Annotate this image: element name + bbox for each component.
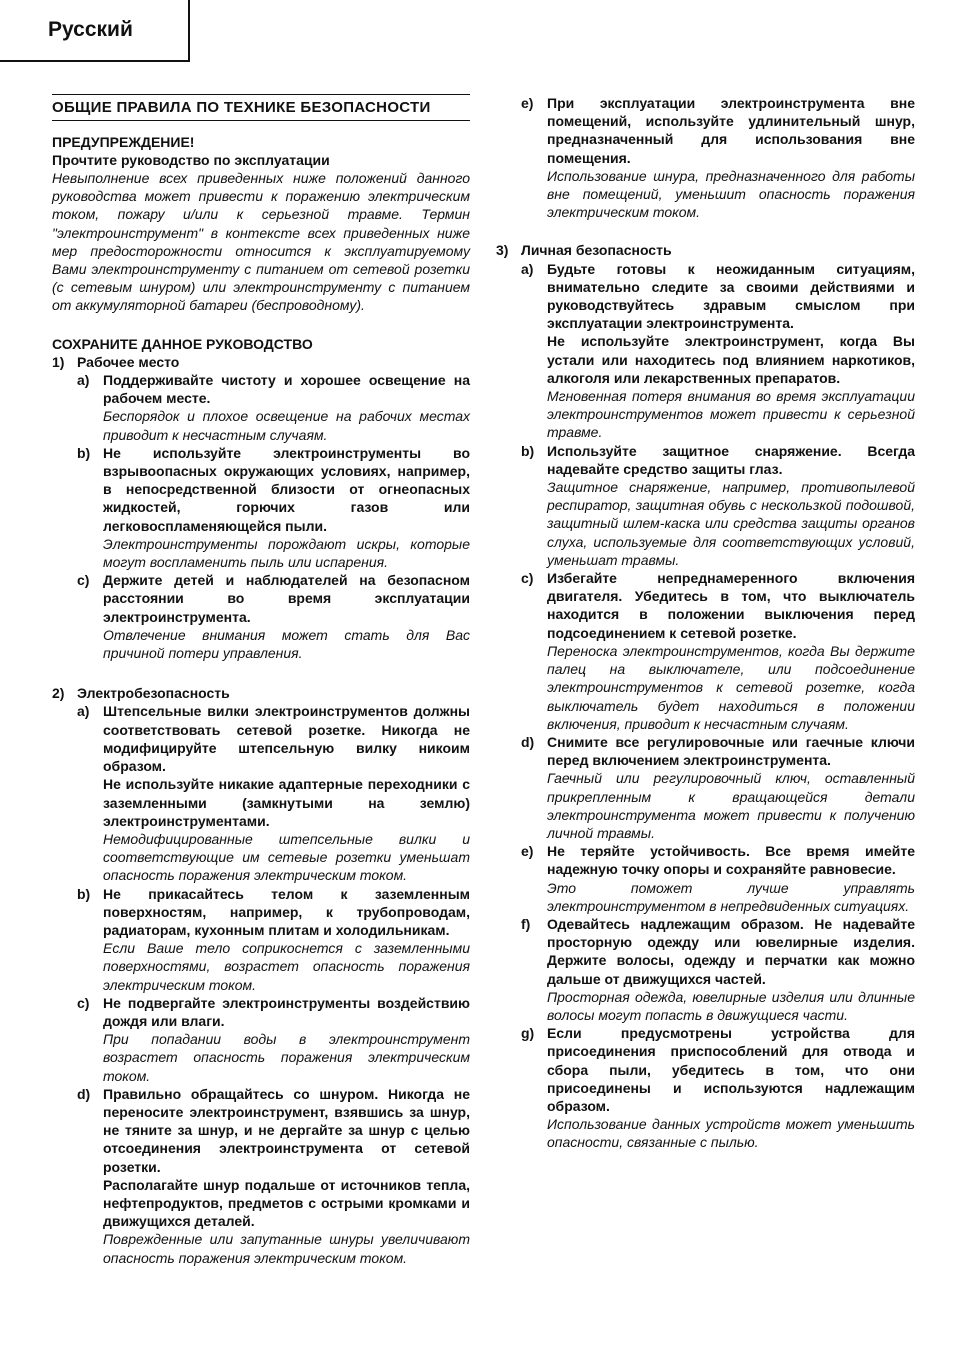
list-item: c) Держите детей и наблюдателей на безопасном расстоянии во время эксплуатации электроинструмента. Отвлечение внимания может стать для Вас причиной потери управления. <box>77 572 470 662</box>
list-item: b) Используйте защитное снаряжение. Всегда надевайте средство защиты глаз. Защитное снаряжение, например, противопылевой респиратор, защитная обувь с нескользкой подошвой, защитный шлем-каска или средства защиты органов слуха, используемые для соответствующих условий, уменьшат травмы. <box>521 442 915 568</box>
intro-text: Невыполнение всех приведенных ниже положений данного руководства может привести к поражению электрическим током, пожару и/или к серьезной травме. Термин "электроинструмент" в контексте всех приведенных ниже мер предосторожности относится к эксплуатируемому Вами электроинструменту с питанием от сетевой розетки (с сетевым шнуром) или электроинструменту с питанием от аккумуляторной батареи (беспроводному). <box>52 170 470 314</box>
list-item: c) Не подвергайте электроинструменты воздействию дождя или влаги. При попадании воды в электроинструмент возрастет опасность поражения электрическим током. <box>77 994 470 1084</box>
list-item: d) Правильно обращайтесь со шнуром. Никогда не переносите электроинструмент, взявшись за шнур, не тяните за шнур, и не дергайте за шнур с целью отсоединения электроинструмента от сетевой розетки. Располагайте шнур подальше от источников тепла, нефтепродуктов, предметов с острыми кромками и движущихся деталей. Поврежденные или запутанные шнуры увеличивают опасность поражения электрическим током. <box>77 1085 470 1266</box>
save-section <box>52 335 470 663</box>
list-item: a) Поддерживайте чистоту и хорошее освещение на рабочем месте. Беспорядок и плохое освещение на рабочих местах приводит к несчастным случаям. <box>77 372 470 443</box>
section-3 <box>496 241 915 1151</box>
list-item: e) При эксплуатации электроинструмента вне помещений, используйте удлинительный шнур, предназначенный для использования вне помещения. Использование шнура, предназначенного для работы вне помещений, уменьшит опасность поражения электрическим током. <box>521 95 915 221</box>
warning-title: ПРЕДУПРЕЖДЕНИЕ! <box>52 134 195 150</box>
read-manual-title: Прочтите руководство по эксплуатации <box>52 152 330 168</box>
section-heading: ОБЩИЕ ПРАВИЛА ПО ТЕХНИКЕ БЕЗОПАСНОСТИ <box>52 94 470 121</box>
section-2 <box>52 684 470 1267</box>
list-item: g) Если предусмотрены устройства для присоединения приспособлений для отвода и сбора пыли, убедитесь в том, что они присоединены и используются надлежащим образом. Использование данных устройств может уменьшить опасности, связанные с пылью. <box>521 1025 915 1151</box>
section-3-title: 3) Личная безопасность <box>496 242 672 259</box>
section-1-title: 1) Рабочее место <box>52 353 180 370</box>
language-label: Русский <box>48 18 133 41</box>
list-item: e) Не теряйте устойчивость. Все время имейте надежную точку опоры и сохраняйте равновесие. Это поможет лучше управлять электроинструментом в непредвиденных ситуациях. <box>521 843 915 914</box>
section-2-title: 2) Электробезопасность <box>52 685 230 702</box>
save-title: СОХРАНИТЕ ДАННОЕ РУКОВОДСТВО <box>52 335 313 352</box>
right-column <box>496 94 915 1152</box>
list-item: a) Будьте готовы к неожиданным ситуациям, внимательно следите за своими действиями и руководствуйтесь здравым смыслом при эксплуатации электроинструмента. Не используйте электроинструмент, когда Вы устали или находитесь под влиянием наркотиков, алкоголя или лекарственных препаратов. Мгновенная потеря внимания во время эксплуатации электроинструментов может привести к серьезной травме. <box>521 260 915 441</box>
list-item: b) Не используйте электроинструменты во взрывоопасных окружающих условиях, например, в непосредственной близости от огнеопасных жидкостей, горючих газов или легковоспламеняющейся пыли. Электроинструменты порождают искры, которые могут воспламенить пыль или испарения. <box>77 444 470 571</box>
list-item: a) Штепсельные вилки электроинструментов должны соответствовать сетевой розетке. Никогда не модифицируйте штепсельную вилку никоим образом. Не используйте никакие адаптерные переходники с заземленными (замкнутыми на землю) электроинструментами. Немодифицированные штепсельные вилки и соответствующие им сетевые розетки уменьшат опасность поражения электрическим током. <box>77 703 470 884</box>
list-item: f) Одевайтесь надлежащим образом. Не надевайте просторную одежду или ювелирные изделия. Держите волосы, одежду и перчатки как можно дальше от движущихся частей. Просторная одежда, ювелирные изделия или длинные волосы могут попасть в движущиеся части. <box>521 915 915 1023</box>
language-tab <box>0 0 190 62</box>
left-column <box>52 94 470 1267</box>
list-item: d) Снимите все регулировочные или гаечные ключи перед включением электроинструмента. Гаечный или регулировочный ключ, оставленный прикрепленным к вращающейся детали электроинструмента может привести к получению личной травмы. <box>521 733 915 841</box>
list-item: c) Избегайте непреднамеренного включения двигателя. Убедитесь в том, что выключатель находится в положении выключения перед подсоединением к сетевой розетке. Переноска электроинструментов, когда Вы держите палец на выключателе, или подсоединение электроинструментов к сетевой розетке, когда выключатель будет находиться в положении включения, приводит к несчастным случаям. <box>521 570 915 732</box>
list-item: b) Не прикасайтесь телом к заземленным поверхностям, например, к трубопроводам, радиаторам, кухонным плитам и холодильникам. Если Ваше тело соприкоснется с заземленными поверхностями, возрастет опасность поражения электрическим током. <box>77 885 470 993</box>
